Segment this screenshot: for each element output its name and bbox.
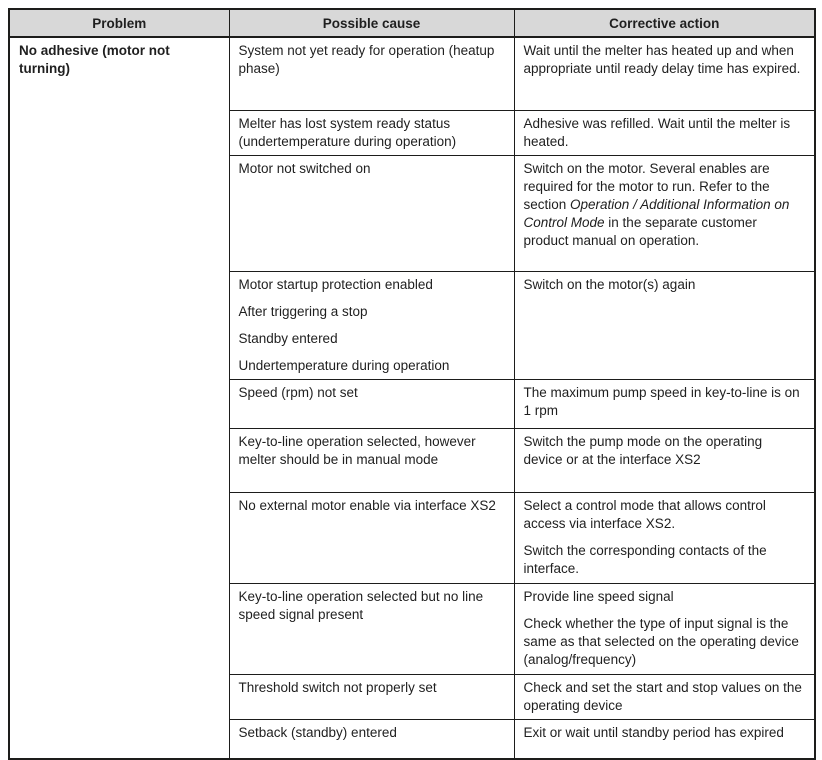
cell-paragraph: Wait until the melter has heated up and when appropriate until ready delay time has expired. (523, 43, 801, 76)
cell-paragraph: Adhesive was refilled. Wait until the melter is heated. (523, 115, 791, 149)
cell-paragraph: Provide line speed signal (523, 588, 674, 604)
cell-paragraph: Check whether the type of input signal is the same as that selected on the operating device (analog/frequency) (523, 615, 799, 667)
problem-cell (9, 37, 229, 759)
possible-cause-cell (229, 583, 514, 674)
cell-paragraph: Switch on the motor(s) again (523, 276, 696, 292)
corrective-action-cell (514, 583, 815, 674)
possible-cause-cell (229, 379, 514, 428)
corrective-action-cell (514, 379, 815, 428)
corrective-action-cell (514, 719, 815, 759)
cell-paragraph: No adhesive (motor not turning) (19, 43, 170, 76)
table-body (9, 37, 815, 759)
possible-cause-cell (229, 110, 514, 155)
cell-paragraph: No external motor enable via interface XS2 (238, 497, 496, 513)
column-header-corrective-action: Corrective action (514, 9, 815, 37)
possible-cause-cell (229, 719, 514, 759)
possible-cause-cell (229, 428, 514, 492)
troubleshooting-table (8, 8, 816, 760)
cell-paragraph: Undertemperature during operation (238, 357, 450, 373)
cell-paragraph: Switch on the motor. Several enables are required for the motor to run. Refer to the section Operation / Additional Information on Control Mode in the separate customer product manual on operation. (523, 160, 790, 248)
cell-paragraph: Speed (rpm) not set (238, 384, 358, 400)
possible-cause-cell (229, 492, 514, 583)
possible-cause-cell (229, 37, 514, 110)
cell-paragraph: The maximum pump speed in key-to-line is on 1 rpm (523, 384, 800, 418)
corrective-action-cell (514, 155, 815, 271)
cell-paragraph: Switch the pump mode on the operating device or at the interface XS2 (523, 433, 763, 467)
table-row (9, 37, 815, 110)
corrective-action-cell (514, 271, 815, 379)
column-header-problem: Problem (9, 9, 229, 37)
cell-paragraph: Melter has lost system ready status (undertemperature during operation) (238, 115, 457, 149)
cell-paragraph: Motor not switched on (238, 160, 371, 176)
corrective-action-cell (514, 110, 815, 155)
corrective-action-cell (514, 674, 815, 719)
cell-paragraph: Key-to-line operation selected, however melter should be in manual mode (238, 433, 476, 467)
corrective-action-cell (514, 428, 815, 492)
cell-paragraph: Setback (standby) entered (238, 724, 397, 740)
corrective-action-cell (514, 492, 815, 583)
corrective-action-cell (514, 37, 815, 110)
table-header-row (9, 9, 815, 37)
column-header-possible-cause: Possible cause (229, 9, 514, 37)
cell-paragraph: Check and set the start and stop values on the operating device (523, 679, 802, 713)
cell-paragraph: Exit or wait until standby period has expired (523, 724, 784, 740)
possible-cause-cell (229, 271, 514, 379)
cell-paragraph: Key-to-line operation selected but no line speed signal present (238, 588, 484, 622)
cell-paragraph: System not yet ready for operation (heatup phase) (238, 43, 495, 76)
possible-cause-cell (229, 674, 514, 719)
cell-paragraph: Switch the corresponding contacts of the interface. (523, 542, 767, 576)
cell-paragraph: Standby entered (238, 330, 338, 346)
cell-paragraph: After triggering a stop (238, 303, 368, 319)
cell-paragraph: Select a control mode that allows control access via interface XS2. (523, 497, 766, 531)
cell-paragraph: Motor startup protection enabled (238, 276, 433, 292)
cell-paragraph: Threshold switch not properly set (238, 679, 437, 695)
italic-section-reference: Operation / Additional Information on Control Mode (523, 196, 790, 230)
possible-cause-cell (229, 155, 514, 271)
